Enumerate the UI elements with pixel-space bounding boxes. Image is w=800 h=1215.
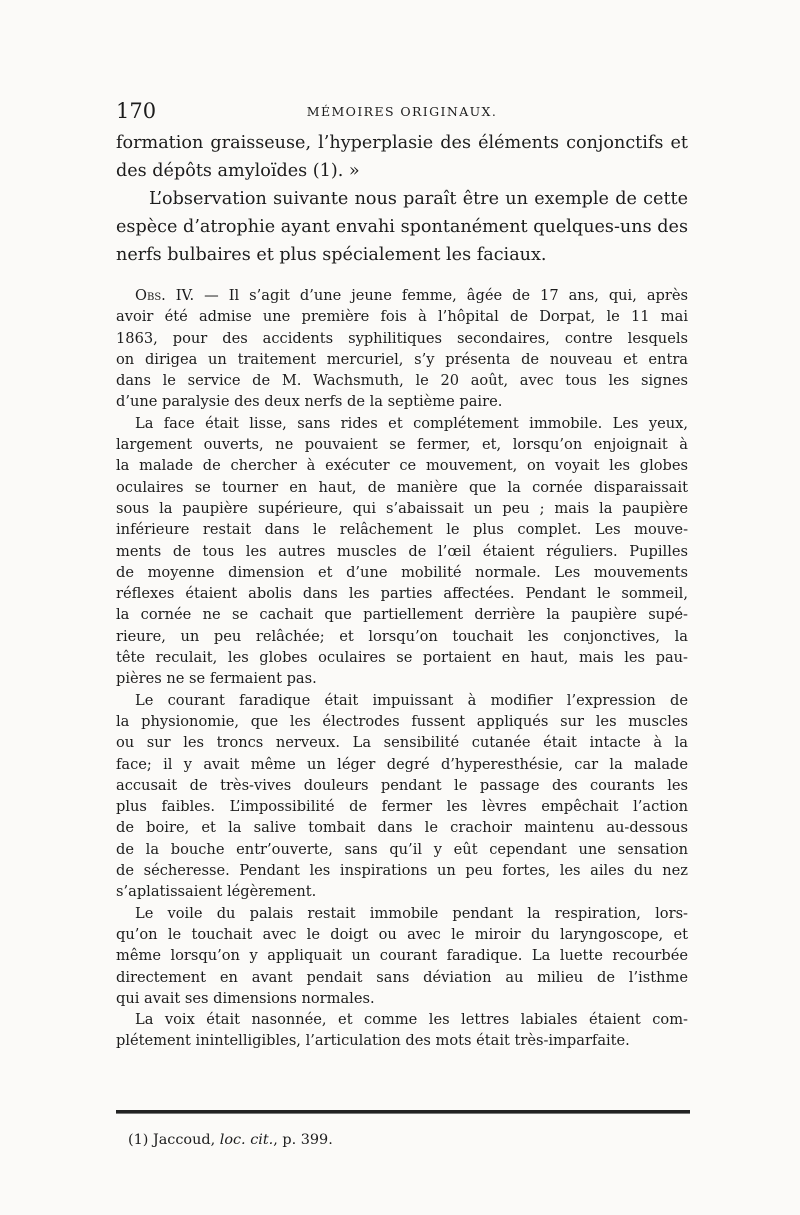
running-head bbox=[116, 98, 688, 124]
text-line: largement ouverts, ne pouvaient se fermer, et, lorsqu’on enjoignait à bbox=[116, 436, 688, 454]
text-line: qui avait ses dimensions normales. bbox=[116, 989, 375, 1007]
observation-label: Obs. IV. bbox=[135, 287, 195, 304]
text-line: qu’on le touchait avec le doigt ou avec le miroir du laryngoscope, et bbox=[116, 925, 688, 943]
text-line: s’aplatissaient légèrement. bbox=[116, 883, 317, 901]
text-line: de moyenne dimension et d’une mobilité normale. Les mouvements bbox=[116, 563, 688, 581]
text-line: L’observation suivante nous paraît être un exemple de cette bbox=[149, 189, 688, 209]
observation-first-line bbox=[116, 285, 688, 306]
text-line: nerfs bulbaires et plus spécialement les faciaux. bbox=[116, 245, 547, 265]
text-line: dans le service de M. Wachsmuth, le 20 août, avec tous les signes bbox=[116, 372, 688, 390]
text-line: face; il y avait même un léger degré d’hyperesthésie, car la malade bbox=[116, 755, 688, 773]
footnote-suffix: , p. 399. bbox=[273, 1132, 333, 1148]
text-line: La voix était nasonnée, et comme les lettres labiales étaient com- bbox=[135, 1011, 688, 1029]
text-line: la cornée ne se cachait que partiellement derrière la paupière supé- bbox=[116, 606, 688, 624]
text-line: ou sur les troncs nerveux. La sensibilité cutanée était intacte à la bbox=[116, 734, 688, 752]
text-line: des dépôts amyloïdes (1). » bbox=[116, 161, 360, 181]
text-line: pières ne se fermaient pas. bbox=[116, 670, 317, 688]
text-line: rieure, un peu relâchée; et lorsqu’on touchait les conjonctives, la bbox=[116, 627, 688, 645]
text-line: de boire, et la salive tombait dans le crachoir maintenu au-dessous bbox=[116, 819, 688, 837]
text-line: même lorsqu’on y appliquait un courant faradique. La luette recourbée bbox=[116, 947, 688, 965]
footnote-italic: loc. cit. bbox=[219, 1132, 274, 1148]
text-line: Le voile du palais restait immobile pendant la respiration, lors- bbox=[135, 904, 688, 922]
lead-paragraph bbox=[116, 185, 688, 269]
text-line: plétement inintelligibles, l’articulation des mots était très-imparfaite. bbox=[116, 1032, 630, 1050]
intro-paragraph bbox=[116, 129, 688, 185]
text-line: accusait de très-vives douleurs pendant le passage des courants les bbox=[116, 776, 688, 794]
text-line: la malade de chercher à exécuter ce mouvement, on voyait les globes bbox=[116, 457, 688, 475]
footnote-prefix: (1) Jaccoud, bbox=[128, 1132, 220, 1148]
text-line: de la bouche entr’ouverte, sans qu’il y eût cependant une sensation bbox=[116, 840, 688, 858]
text-line: 1863, pour des accidents syphilitiques secondaires, contre lesquels bbox=[116, 329, 688, 347]
text-line: d’une paralysie des deux nerfs de la septième paire. bbox=[116, 393, 503, 411]
text-line: espèce d’atrophie ayant envahi spontanément quelques-uns des bbox=[116, 217, 688, 237]
text-line: directement en avant pendait sans déviation au milieu de l’isthme bbox=[116, 968, 688, 986]
page-number: 170 bbox=[116, 99, 157, 123]
footnote bbox=[128, 1130, 333, 1150]
text-line-rest: — Il s’agit d’une jeune femme, âgée de 17 ans, qui, après bbox=[194, 287, 688, 304]
text-line: La face était lisse, sans rides et complétement immobile. Les yeux, bbox=[135, 414, 688, 432]
text-line: inférieure restait dans le relâchement le plus complet. Les mouve- bbox=[116, 521, 688, 539]
text-line: tête reculait, les globes oculaires se portaient en haut, mais les pau- bbox=[116, 649, 688, 667]
text-line: formation graisseuse, l’hyperplasie des éléments conjonctifs et bbox=[116, 133, 688, 153]
text-line: ments de tous les autres muscles de l’œil étaient réguliers. Pupilles bbox=[116, 542, 688, 560]
observation-block bbox=[116, 285, 688, 1052]
text-line: sous la paupière supérieure, qui s’abaissait un peu ; mais la paupière bbox=[116, 499, 688, 517]
text-line: on dirigea un traitement mercuriel, s’y présenta de nouveau et entra bbox=[116, 350, 688, 368]
text-line: plus faibles. L’impossibilité de fermer les lèvres empêchait l’action bbox=[116, 798, 688, 816]
text-line: la physionomie, que les électrodes fussent appliqués sur les muscles bbox=[116, 712, 688, 730]
text-line: oculaires se tourner en haut, de manière que la cornée disparaissait bbox=[116, 478, 688, 496]
text-line: avoir été admise une première fois à l’hôpital de Dorpat, le 11 mai bbox=[116, 308, 688, 326]
text-line: réflexes étaient abolis dans les parties affectées. Pendant le sommeil, bbox=[116, 585, 688, 603]
text-line: Le courant faradique était impuissant à modifier l’expression de bbox=[135, 691, 688, 709]
text-line: de sécheresse. Pendant les inspirations un peu fortes, les ailes du nez bbox=[116, 862, 688, 880]
running-title: MÉMOIRES ORIGINAUX. bbox=[306, 104, 498, 119]
footnote-rule bbox=[116, 1110, 690, 1114]
